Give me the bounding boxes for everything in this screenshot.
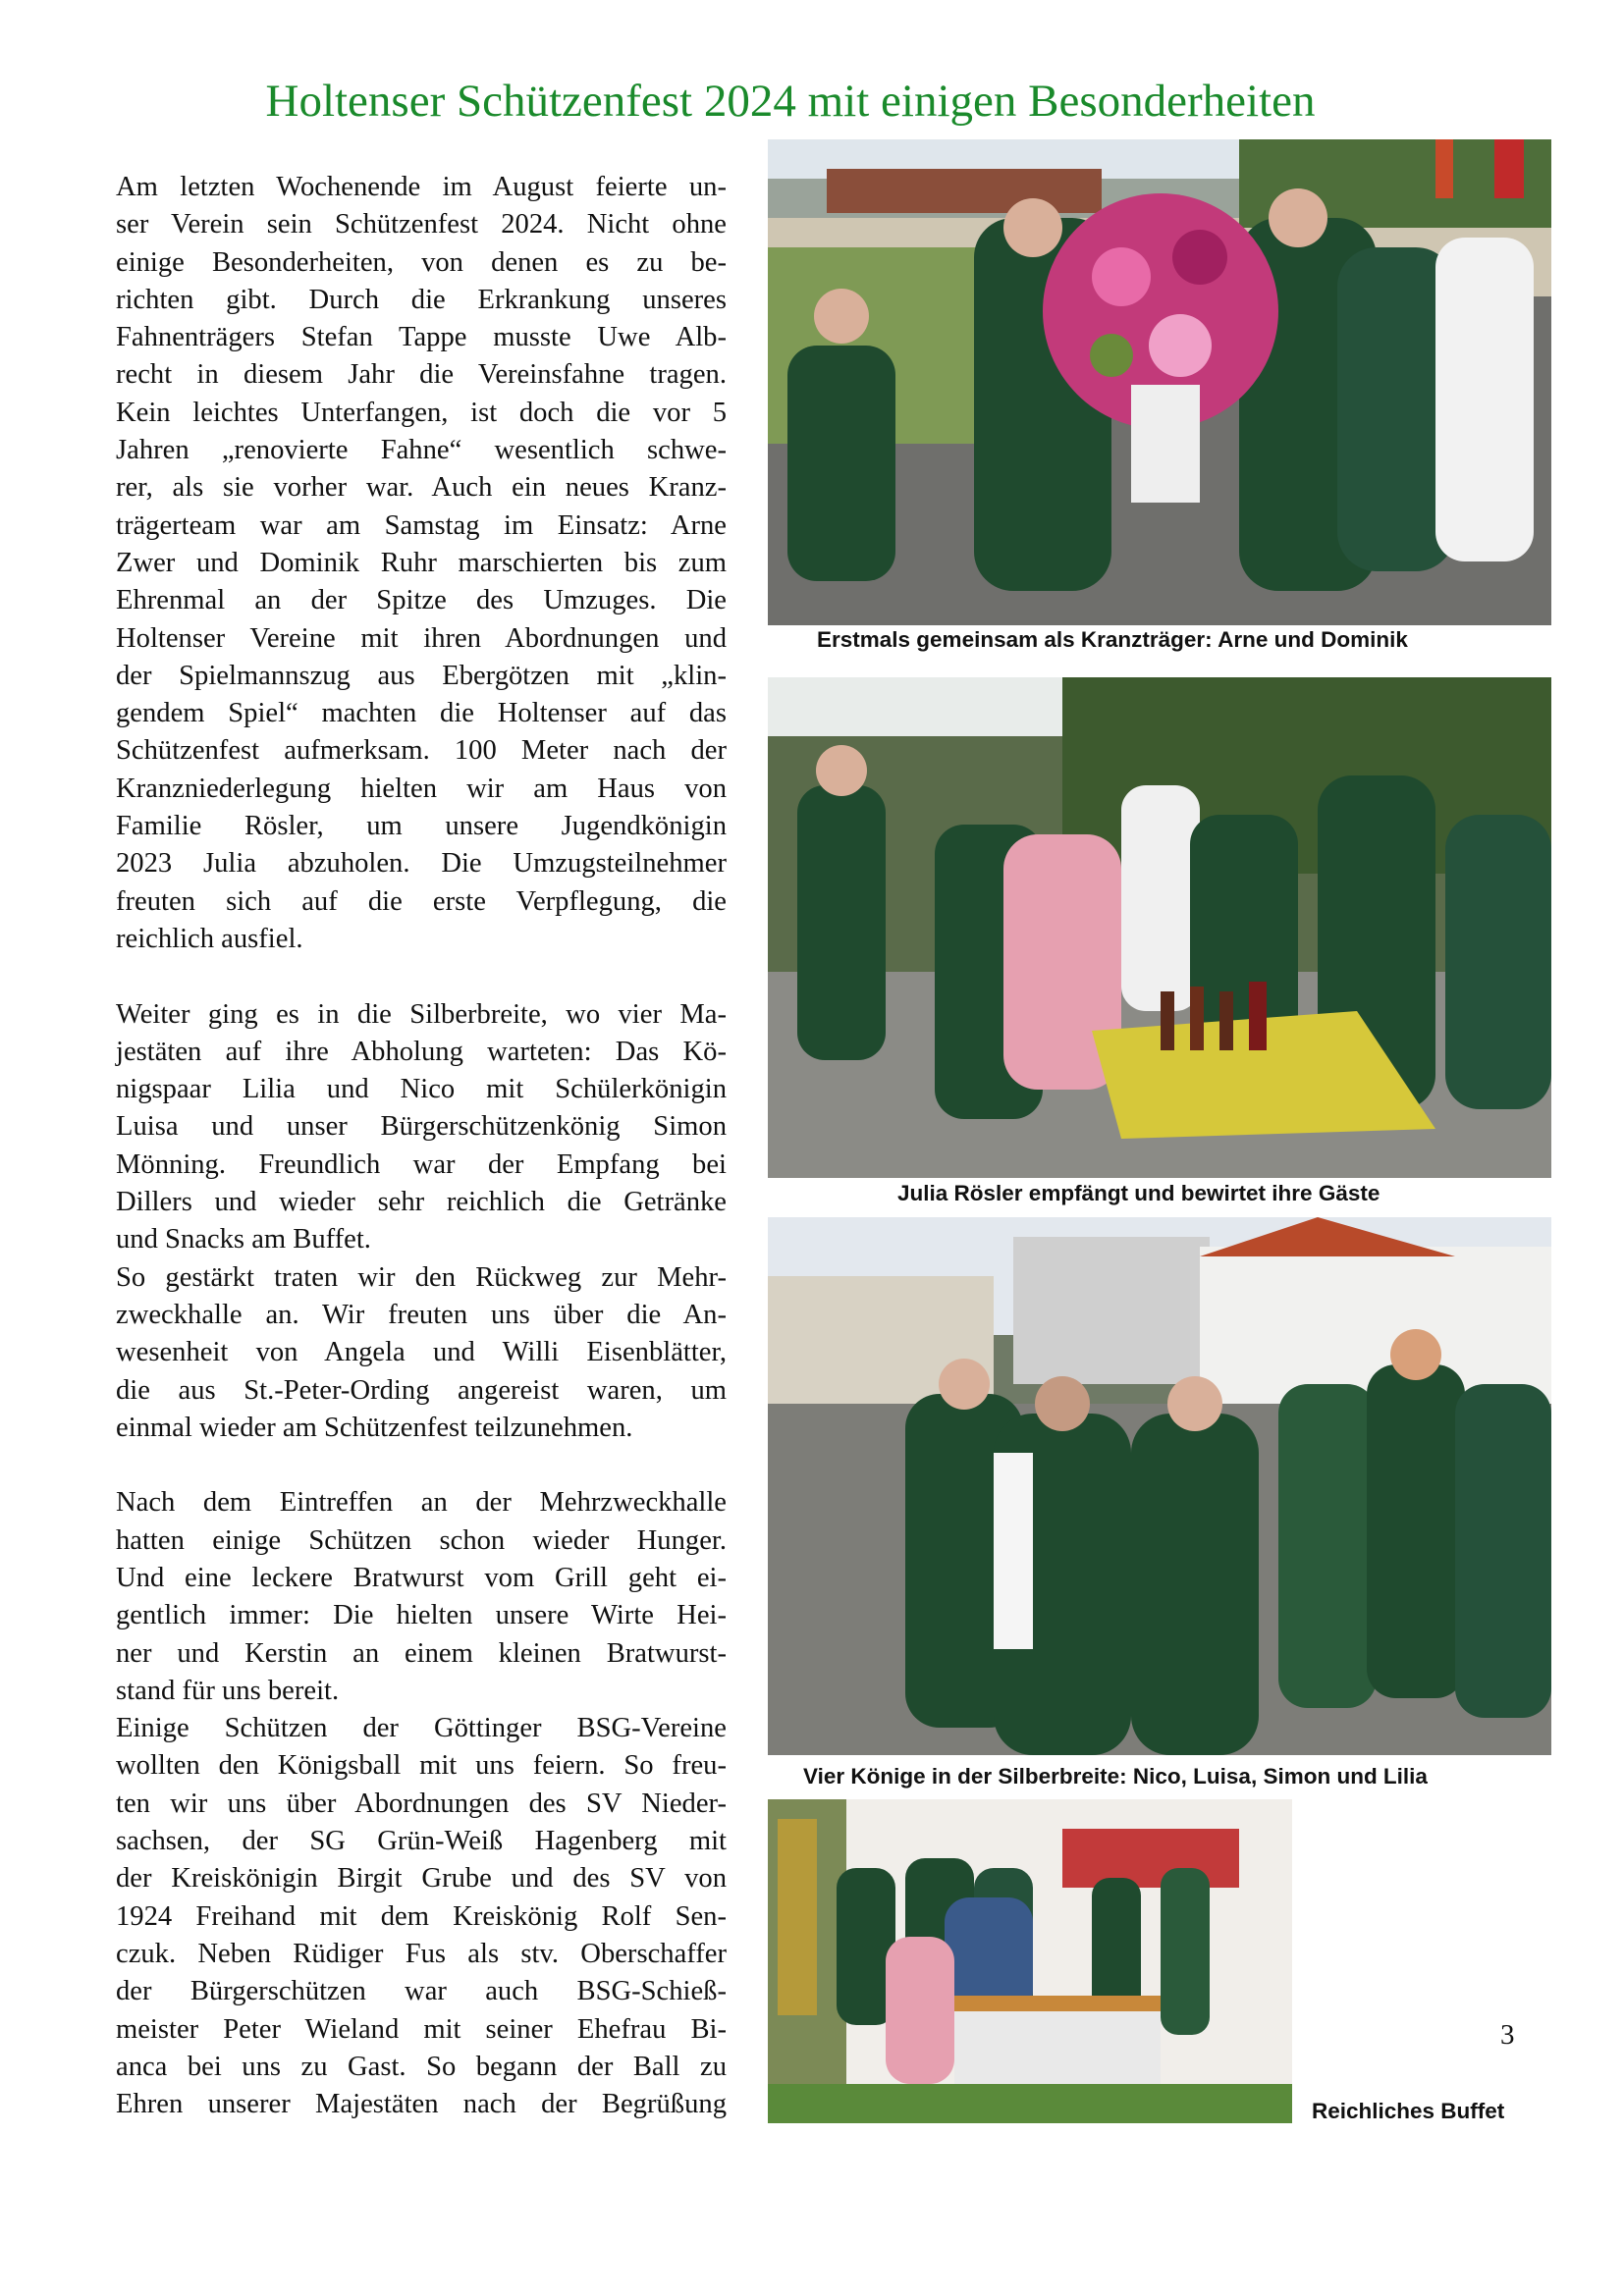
text-line: anca bei uns zu Gast. So begann der Ball zu [116,2051,727,2082]
text-line: ten wir uns über Abordnungen des SV Nieder- [116,1788,727,1819]
photo-caption: Vier Könige in der Silberbreite: Nico, Luisa, Simon und Lilia [803,1764,1428,1789]
text-line: 1924 Freihand mit dem Kreiskönig Rolf Sen- [116,1900,727,1932]
page-number: 3 [1500,2019,1515,2051]
text-line: Weiter ging es in die Silberbreite, wo vier Ma- [116,998,727,1030]
text-line: Familie Rösler, um unsere Jugendkönigin [116,811,727,842]
text-line: einige Besonderheiten, von denen es zu be- [116,246,727,278]
paragraph-1 [116,169,727,958]
text-line: gentlich immer: Die hielten unsere Wirte Hei- [116,1600,727,1631]
text-line: stand für uns bereit. [116,1675,340,1706]
paragraph-gap [116,958,727,995]
text-line: nigspaar Lilia und Nico mit Schülerkönigin [116,1074,727,1105]
text-line: Ehrenmal an der Spitze des Umzuges. Die [116,585,727,616]
text-line: Und eine leckere Bratwurst vom Grill geht ei- [116,1562,727,1593]
text-line: ner und Kerstin an einem kleinen Bratwurst- [116,1637,727,1669]
photo-caption: Reichliches Buffet [1312,2099,1505,2123]
article-text [116,169,727,2123]
photo-wreath-bearers [768,139,1551,625]
text-line: der Spielmannszug aus Ebergötzen mit „klin- [116,660,727,691]
text-line: der Kreiskönigin Birgit Grube und des SV von [116,1863,727,1895]
text-line: Schützenfest aufmerksam. 100 Meter nach der [116,735,727,767]
text-line: zweckhalle an. Wir freuten uns über die An- [116,1299,727,1330]
photo-caption: Julia Rösler empfängt und bewirtet ihre Gäste [897,1181,1380,1205]
photo-buffet [768,1799,1292,2123]
paragraph-gap [116,1447,727,1484]
text-line: Luisa und unser Bürgerschützenkönig Simon [116,1111,727,1143]
text-line: So gestärkt traten wir den Rückweg zur Mehr- [116,1261,727,1293]
text-line: Am letzten Wochenende im August feierte un- [116,172,727,202]
text-line: der Bürgerschützen war auch BSG-Schieß- [116,1976,727,2007]
text-line: Kranzniederlegung hielten wir am Haus von [116,773,727,804]
text-line: Dillers und wieder sehr reichlich die Getränke [116,1187,727,1218]
paragraph-2 [116,996,727,1448]
text-line: Mönning. Freundlich war der Empfang bei [116,1148,727,1180]
text-line: Holtenser Vereine mit ihren Abordnungen und [116,622,727,654]
photo-caption: Erstmals gemeinsam als Kranzträger: Arne und Dominik [817,627,1408,652]
text-line: 2023 Julia abzuholen. Die Umzugsteilnehmer [116,848,727,880]
text-line: jestäten auf ihre Abholung warteten: Das Kö- [116,1036,727,1067]
text-line: Zwer und Dominik Ruhr marschierten bis zum [116,547,727,578]
text-line: Nach dem Eintreffen an der Mehrzweckhalle [116,1487,727,1519]
text-line: die aus St.-Peter-Ording angereist waren, um [116,1374,727,1406]
text-line: gendem Spiel“ machten die Holtenser auf das [116,698,727,729]
text-line: Fahnenträgers Stefan Tappe musste Uwe Alb- [116,322,727,353]
text-line: rer, als sie vorher war. Auch ein neues Kranz- [116,472,727,504]
text-line: recht in diesem Jahr die Vereinsfahne tragen. [116,359,727,391]
page-title: Holtenser Schützenfest 2024 mit einigen Besonderheiten [265,76,1316,127]
text-line: hatten einige Schützen schon wieder Hunger. [116,1524,727,1556]
text-line: meister Peter Wieland mit seiner Ehefrau Bi- [116,2013,727,2045]
photo-reception [768,677,1551,1178]
paragraph-3 [116,1484,727,2123]
text-line: reichlich ausfiel. [116,923,303,954]
text-line: trägerteam war am Samstag im Einsatz: Arne [116,509,727,541]
text-line: einmal wieder am Schützenfest teilzunehmen. [116,1412,633,1443]
text-line: czuk. Neben Rüdiger Fus als stv. Oberschaffer [116,1938,727,1969]
text-line: Jahren „renovierte Fahne“ wesentlich schwe- [116,435,727,466]
text-line: wesenheit von Angela und Willi Eisenblätter, [116,1337,727,1368]
text-line: sachsen, der SG Grün-Weiß Hagenberg mit [116,1826,727,1857]
text-line: freuten sich auf die erste Verpflegung, die [116,885,727,917]
text-line: Kein leichtes Unterfangen, ist doch die vor 5 [116,397,727,428]
photo-four-kings [768,1217,1551,1755]
text-line: Ehren unserer Majestäten nach der Begrüßung [116,2089,727,2120]
text-line: und Snacks am Buffet. [116,1224,371,1255]
text-line: Einige Schützen der Göttinger BSG-Vereine [116,1713,727,1744]
text-line: richten gibt. Durch die Erkrankung unseres [116,284,727,315]
text-line: wollten den Königsball mit uns feiern. So freu- [116,1750,727,1782]
text-line: ser Verein sein Schützenfest 2024. Nicht ohne [116,209,727,240]
